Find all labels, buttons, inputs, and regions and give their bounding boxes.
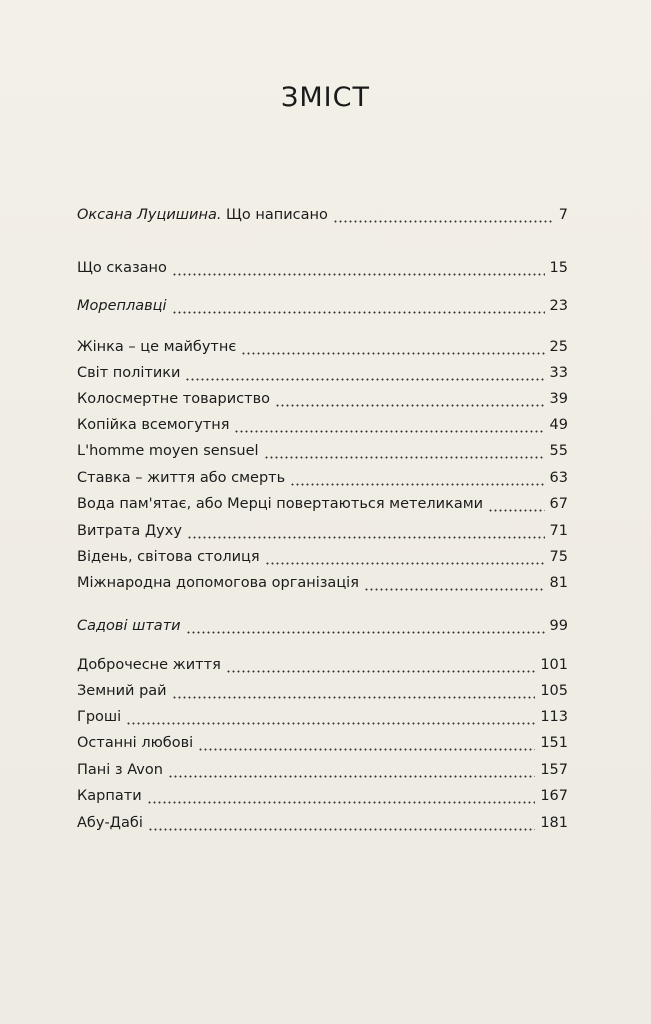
toc-entry-page: 7 bbox=[558, 207, 568, 223]
toc-entry-page: 99 bbox=[549, 618, 568, 634]
toc-leader-dots bbox=[185, 378, 544, 381]
toc-leader-dots bbox=[488, 509, 544, 512]
toc-entry-title: Абу-Дабі bbox=[77, 815, 143, 831]
toc-entry-title: Витрата Духу bbox=[77, 523, 182, 539]
toc-leader-dots bbox=[198, 748, 535, 751]
toc-entry-page: 15 bbox=[549, 260, 568, 276]
toc-entry bbox=[77, 335, 568, 359]
toc-leader-dots bbox=[234, 430, 544, 433]
toc-entry bbox=[77, 413, 568, 437]
toc-entry-page: 67 bbox=[549, 496, 568, 512]
toc-entry-title: Карпати bbox=[77, 788, 142, 804]
toc-leader-dots bbox=[290, 483, 544, 486]
toc-entry-title: Колосмертне товариство bbox=[77, 391, 271, 407]
toc-entry bbox=[77, 811, 568, 835]
toc-entry-label bbox=[77, 203, 328, 227]
toc-entry-page: 25 bbox=[549, 339, 568, 355]
toc-entry-page: 81 bbox=[549, 575, 568, 591]
toc-entry bbox=[77, 784, 568, 808]
toc-leader-dots bbox=[172, 273, 545, 276]
toc-entry bbox=[77, 758, 568, 782]
toc-entry bbox=[77, 361, 568, 385]
toc-entry bbox=[77, 731, 568, 755]
toc-entry-page: 101 bbox=[540, 657, 568, 673]
toc-section-title: Садові штати bbox=[77, 618, 181, 634]
toc-entry-page: 105 bbox=[540, 683, 568, 699]
toc-entry-page: 151 bbox=[540, 735, 568, 751]
toc-entry-page: 55 bbox=[549, 443, 568, 459]
toc-entry-title: Світ політики bbox=[77, 365, 181, 381]
toc-entry-author: Оксана Луцишина. bbox=[77, 207, 222, 223]
toc-leader-dots bbox=[264, 456, 545, 459]
toc-entry-page: 157 bbox=[540, 762, 568, 778]
toc-leader-dots bbox=[265, 562, 545, 565]
page-title: ЗМІСТ bbox=[281, 82, 370, 113]
toc-entry bbox=[77, 387, 568, 411]
toc-entry-page: 71 bbox=[549, 523, 568, 539]
toc-leader-dots bbox=[172, 311, 545, 314]
toc-leader-dots bbox=[364, 588, 545, 591]
toc-entry bbox=[77, 545, 568, 569]
toc-entry-title: Міжнародна допомогова організація bbox=[77, 575, 359, 591]
toc-entry-title: Відень, світова столиця bbox=[77, 549, 260, 565]
toc-section-title: Мореплавці bbox=[77, 298, 167, 314]
toc-leader-dots bbox=[241, 352, 544, 355]
toc-entry bbox=[77, 439, 568, 463]
toc-entry bbox=[77, 679, 568, 703]
toc-entry bbox=[77, 256, 568, 280]
toc-entry-title: Доброчесне життя bbox=[77, 657, 221, 673]
toc-entry bbox=[77, 466, 568, 490]
toc-leader-dots bbox=[126, 722, 535, 725]
toc-leader-dots bbox=[147, 801, 536, 804]
toc-entry-page: 63 bbox=[549, 470, 568, 486]
toc-entry bbox=[77, 492, 568, 516]
toc-entry-title: Жінка – це майбутнє bbox=[77, 339, 237, 355]
toc-entry-title: Копійка всемогутня bbox=[77, 417, 230, 433]
toc-entry-title: Вода пам'ятає, або Мерці повертаються метеликами bbox=[77, 496, 484, 512]
toc-entry-page: 75 bbox=[549, 549, 568, 565]
toc-entry-intro bbox=[77, 203, 568, 227]
toc-leader-dots bbox=[148, 828, 535, 831]
toc-entry bbox=[77, 653, 568, 677]
toc-entry-page: 39 bbox=[549, 391, 568, 407]
toc-leader-dots bbox=[333, 220, 554, 223]
toc-leader-dots bbox=[187, 536, 545, 539]
toc-leader-dots bbox=[168, 775, 535, 778]
toc-entry-title: Пані з Avon bbox=[77, 762, 163, 778]
toc-entry-title: Гроші bbox=[77, 709, 122, 725]
toc-entry bbox=[77, 571, 568, 595]
toc-entry-title: Що сказано bbox=[77, 260, 167, 276]
toc-entry-title: Останні любові bbox=[77, 735, 194, 751]
toc-entry-title: L'homme moyen sensuel bbox=[77, 443, 259, 459]
toc-leader-dots bbox=[226, 670, 536, 673]
toc-section-heading bbox=[77, 294, 568, 318]
toc-entry-page: 181 bbox=[540, 815, 568, 831]
toc-entry bbox=[77, 705, 568, 729]
toc-entry-page: 167 bbox=[540, 788, 568, 804]
toc-entry-page: 23 bbox=[549, 298, 568, 314]
toc-entry-title: Ставка – життя або смерть bbox=[77, 470, 286, 486]
toc-entry-page: 33 bbox=[549, 365, 568, 381]
toc-leader-dots bbox=[172, 696, 536, 699]
toc-leader-dots bbox=[275, 404, 545, 407]
toc-section-heading bbox=[77, 614, 568, 638]
toc-entry-title: Земний рай bbox=[77, 683, 167, 699]
toc-entry-title: Що написано bbox=[221, 207, 328, 223]
toc-leader-dots bbox=[186, 631, 545, 634]
toc-entry-page: 49 bbox=[549, 417, 568, 433]
toc-entry-page: 113 bbox=[540, 709, 568, 725]
toc-entry bbox=[77, 519, 568, 543]
